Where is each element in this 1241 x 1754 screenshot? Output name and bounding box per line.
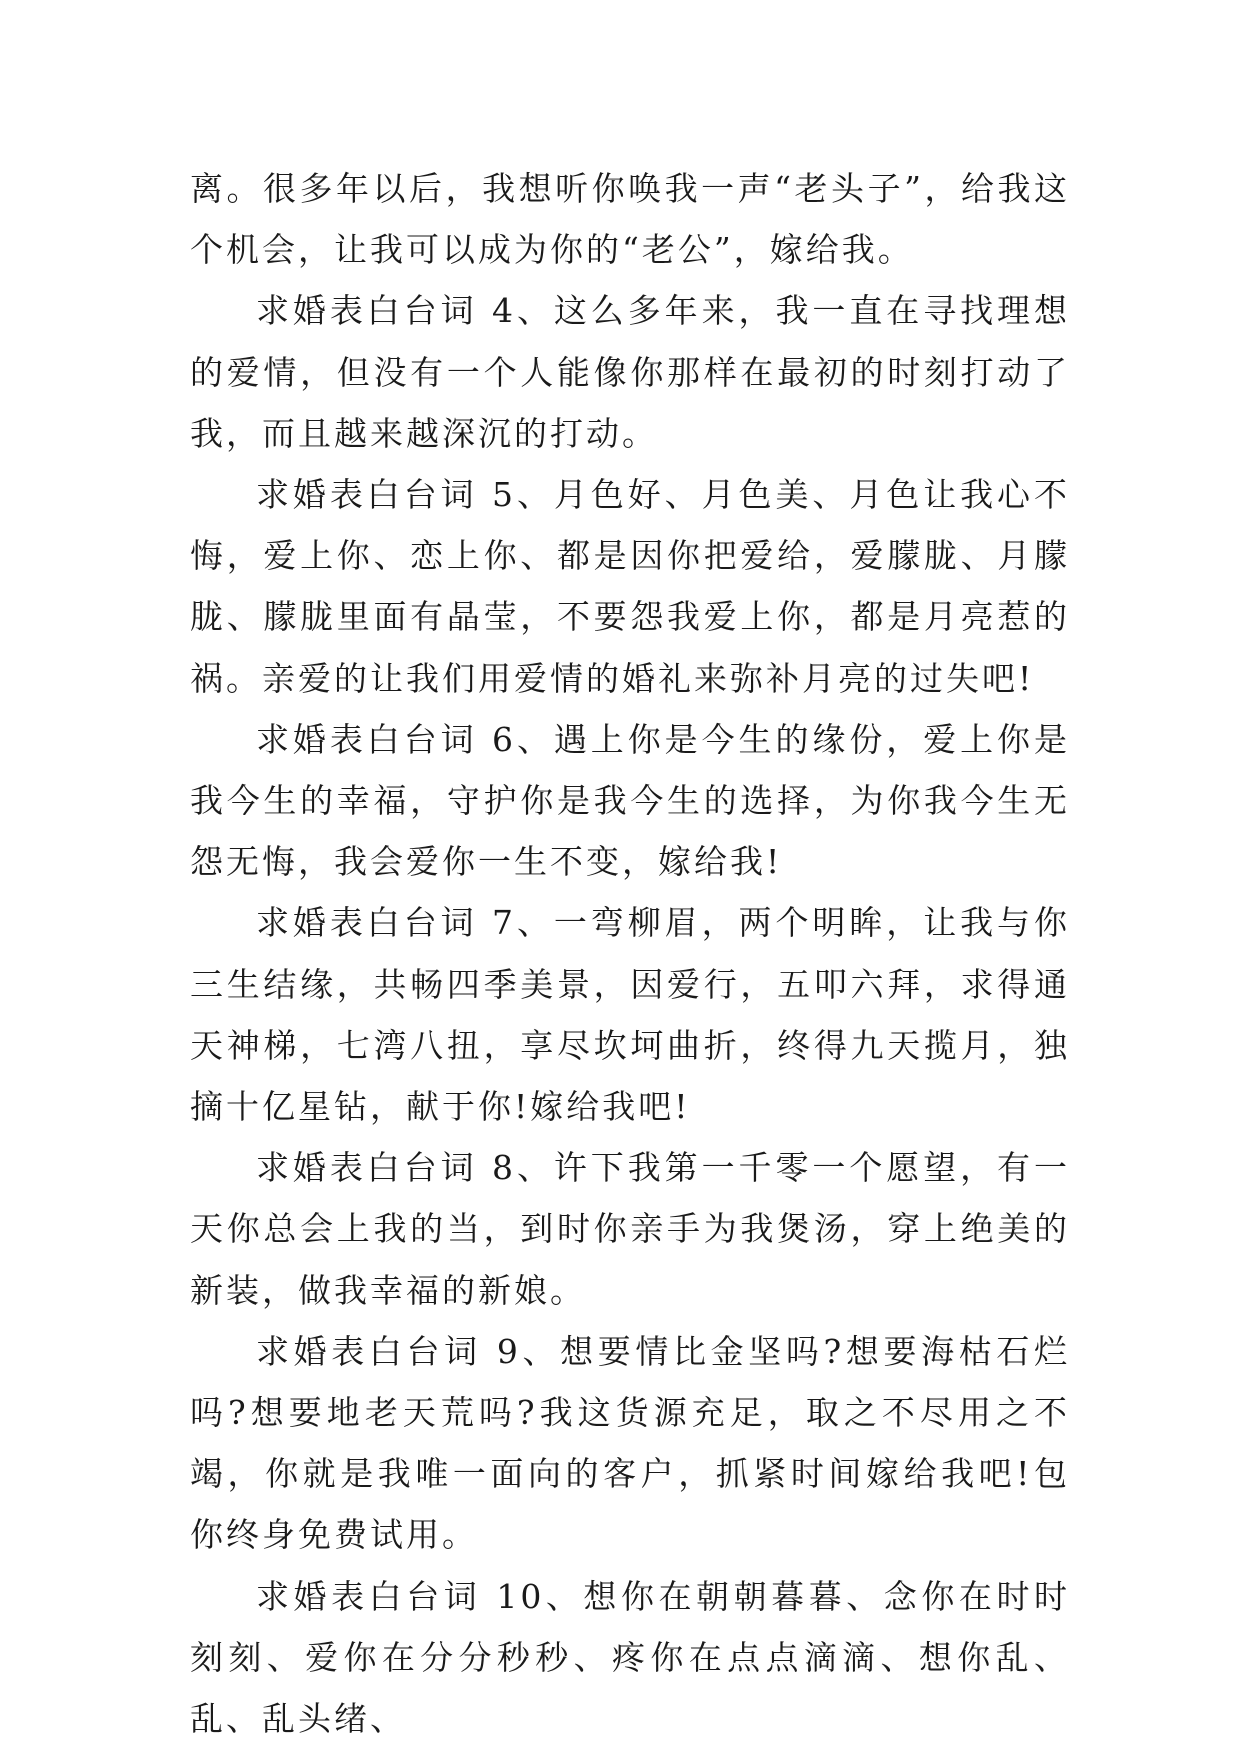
paragraph-proposal-10: 求婚表白台词 10、想你在朝朝暮暮、念你在时时刻刻、爱你在分分秒秒、疼你在点点滴滴、想你乱、乱、乱头绪、	[190, 1576, 1070, 1739]
paragraph-proposal-8: 求婚表白台词 8、许下我第一千零一个愿望，有一天你总会上我的当，到时你亲手为我煲汤，穿上绝美的新装，做我幸福的新娘。	[190, 1148, 1070, 1310]
paragraph-proposal-4: 求婚表白台词 4、这么多年来，我一直在寻找理想的爱情，但没有一个人能像你那样在最初的时刻打动了我，而且越来越深沉的打动。	[190, 291, 1070, 453]
paragraph-continued: 离。很多年以后，我想听你唤我一声“老头子”，给我这个机会，让我可以成为你的“老公”，嫁给我。	[190, 169, 1070, 270]
paragraph-proposal-6: 求婚表白台词 6、遇上你是今生的缘份，爱上你是我今生的幸福，守护你是我今生的选择，为你我今生无怨无悔，我会爱你一生不变，嫁给我!	[190, 719, 1070, 882]
paragraph-proposal-7: 求婚表白台词 7、一弯柳眉，两个明眸，让我与你三生结缘，共畅四季美景，因爱行，五叩六拜，求得通天神梯，七湾八扭，享尽坎坷曲折，终得九天揽月，独摘十亿星钻，献于你!嫁给我吧!	[190, 903, 1070, 1127]
paragraph-proposal-5: 求婚表白台词 5、月色好、月色美、月色让我心不悔，爱上你、恋上你、都是因你把爱给，爱朦胧、月朦胧、朦胧里面有晶莹，不要怨我爱上你，都是月亮惹的祸。亲爱的让我们用爱情的婚礼来弥补月亮的过失吧!	[190, 475, 1070, 698]
document-body	[190, 158, 1070, 1749]
paragraph-proposal-9: 求婚表白台词 9、想要情比金坚吗?想要海枯石烂吗?想要地老天荒吗?我这货源充足，取之不尽用之不竭，你就是我唯一面向的客户，抓紧时间嫁给我吧!包你终身免费试用。	[190, 1331, 1070, 1555]
